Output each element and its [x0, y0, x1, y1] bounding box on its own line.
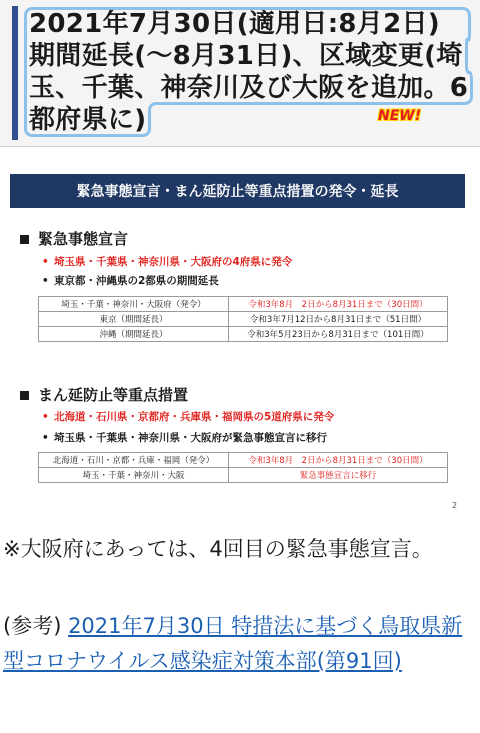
bullet-emergency-issue: • 埼玉県・千葉県・神奈川県・大阪府の4府県に発令 [42, 256, 293, 268]
section-heading-emergency: 緊急事態宣言 [20, 228, 128, 249]
table-cell-area: 沖縄（期間延長） [39, 327, 229, 342]
table-row [39, 297, 448, 312]
square-bullet-icon [20, 235, 29, 244]
table-row [39, 327, 448, 342]
reference-link[interactable]: 2021年7月30日 特措法に基づく鳥取県新型コロナウイルス感染症対策本部(第91回) [3, 614, 463, 673]
table-row [39, 453, 448, 468]
table-cell-period: 令和3年7月12日から8月31日まで（51日間） [229, 312, 448, 327]
table-cell-area: 埼玉・千葉・神奈川・大阪 [39, 468, 229, 483]
headline-banner [0, 0, 480, 147]
bullet-emergency-extend: • 東京都・沖縄県の2都県の期間延長 [42, 275, 219, 287]
reference-paragraph [3, 609, 477, 679]
table-cell-period: 令和3年8月 2日から8月31日まで（30日間） [229, 297, 448, 312]
slide-title: 緊急事態宣言・まん延防止等重点措置の発令・延長 [10, 174, 465, 208]
osaka-note: ※大阪府にあっては、4回目の緊急事態宣言。 [3, 537, 433, 561]
table-cell-area: 北海道・石川・京都・兵庫・福岡（発令） [39, 453, 229, 468]
new-badge: NEW! [378, 108, 422, 124]
priority-table [38, 452, 448, 483]
table-cell-area: 東京（期間延長） [39, 312, 229, 327]
table-row [39, 468, 448, 483]
slide-page-number: 2 [452, 501, 458, 510]
table-cell-period: 令和3年8月 2日から8月31日まで（30日間） [229, 453, 448, 468]
table-cell-period: 緊急事態宣言に移行 [229, 468, 448, 483]
table-row [39, 312, 448, 327]
bullet-priority-transition: • 埼玉県・千葉県・神奈川県・大阪府が緊急事態宣言に移行 [42, 432, 327, 444]
section-heading-priority: まん延防止等重点措置 [20, 384, 188, 405]
emergency-table [38, 296, 448, 342]
slide-image [0, 160, 480, 520]
table-cell-area: 埼玉・千葉・神奈川・大阪府（発令） [39, 297, 229, 312]
square-bullet-icon [20, 391, 29, 400]
reference-prefix: (参考) [3, 614, 69, 638]
headline-text: 2021年7月30日(適用日:8月2日) 期間延長(〜8月31日)、区域変更(埼玉、千葉、神奈川及び大阪を追加。6都府県に) [26, 9, 471, 135]
bullet-priority-issue: • 北海道・石川県・京都府・兵庫県・福岡県の5道府県に発令 [42, 411, 335, 423]
table-cell-period: 令和3年5月23日から8月31日まで（101日間） [229, 327, 448, 342]
banner-accent-bar [12, 6, 18, 140]
